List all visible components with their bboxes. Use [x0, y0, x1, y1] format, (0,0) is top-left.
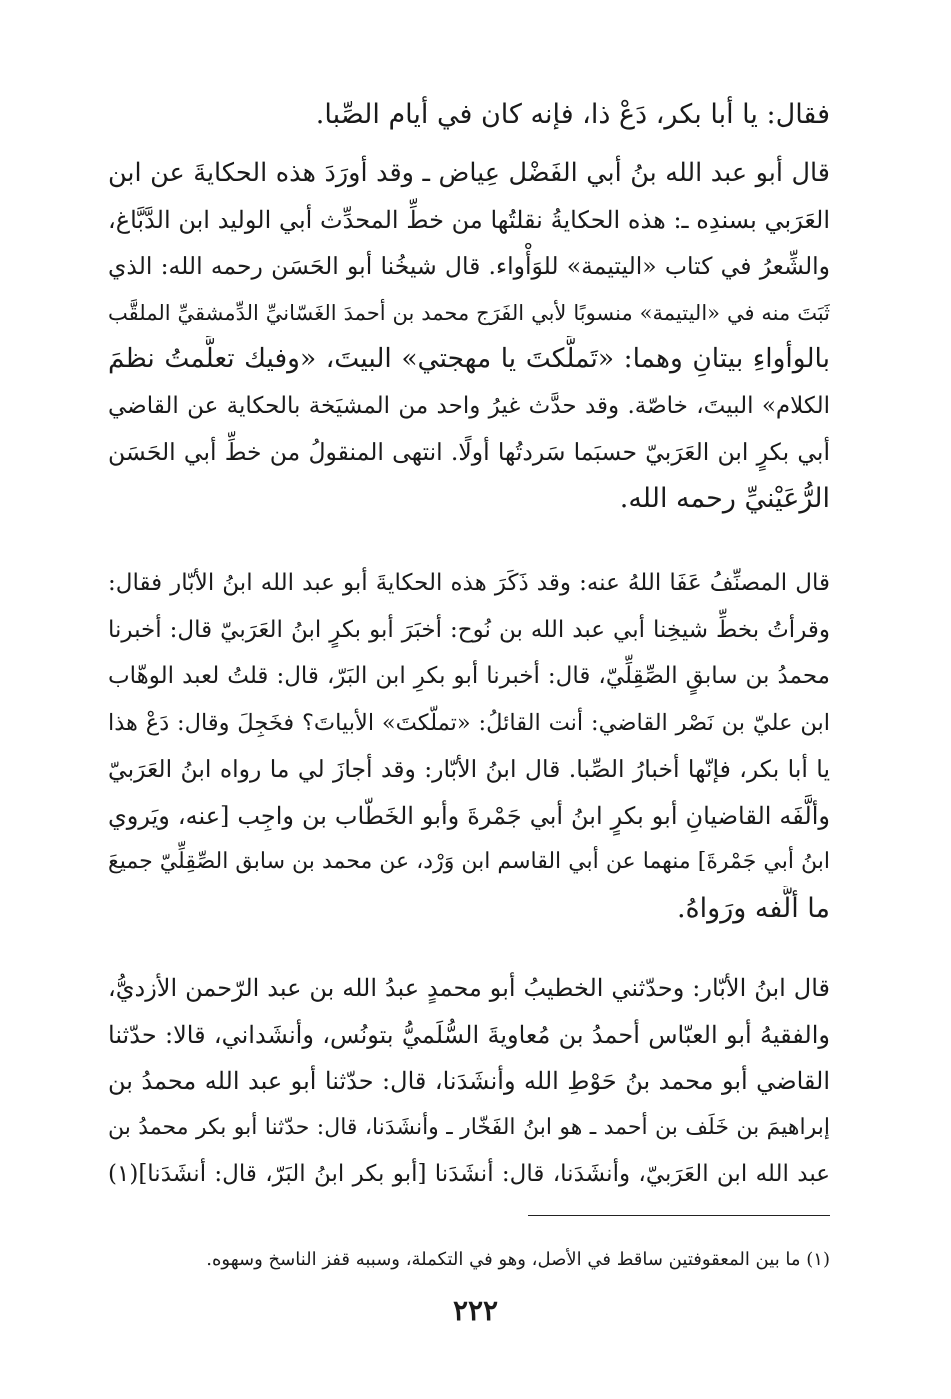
text-line: قال المصنِّفُ عَفَا اللهُ عنه: وقد ذَكَرَ هذه الحكايةَ أبو عبد الله ابنُ الأبّار فقال: — [108, 570, 830, 596]
text-line: محمدُ بن سابقٍ الصِّقِلِّيّ، قال: أخبرنا أبو بكرِ ابن البَرّ، قال: قلتُ لعبد الوهّاب — [108, 663, 830, 689]
text-line: الكلام» البيتَ، خاصّة. وقد حدَّث غيرُ واحد من المشيَخة بالحكاية عن القاضي — [108, 392, 830, 419]
text-line: يا أبا بكر، فإنّها أخبارُ الصِّبا. قال ابنُ الأبّار: وقد أجازَ لي ما رواه ابنُ العَرَبيّ — [108, 755, 830, 783]
paragraph-author-note — [108, 560, 830, 932]
text-line: بالوأواءِ بيتانِ وهما: «تَملَّكتَ يا مهجتي» البيتَ، «وفيك تعلَّمتُ نظمَ — [108, 343, 830, 374]
text-line: ما ألَّفه ورَواهُ. — [676, 892, 830, 924]
footnote: (١) ما بين المعقوفتين ساقط في الأصل، وهو في التكملة، وسببه قفز الناسخ وسهوه. — [206, 1249, 830, 1270]
paragraph-opening — [108, 92, 830, 139]
page-number: ٢٢٢ — [452, 1294, 499, 1327]
text-line: قال ابنُ الأبّار: وحدّثني الخطيبُ أبو محمدٍ عبدُ الله بن عبد الرّحمن الأزديُّ، — [108, 974, 830, 1002]
text-line: قال أبو عبد الله بنُ أبي الفَضْل عِياض ـ وقد أورَدَ هذه الحكايةَ عن ابن — [108, 158, 830, 188]
text-line: ثَبَتَ منه في «اليتيمة» منسوبًا لأبي الفَرَج محمد بن أحمدَ الغَسّانيِّ الدِّمشقيِّ الملقَّب — [108, 300, 830, 325]
text-line: ابن عليّ بن نَصْر القاضي: أنت القائلُ: «تملّكتَ» الأبياتَ؟ فخَجِلَ وقال: دَعْ هذا — [108, 709, 830, 736]
text-line: فقال: يا أبا بكر، دَعْ ذا، فإنه كان في أيام الصِّبا. — [315, 99, 830, 130]
paragraph-ibn-al-abbar — [108, 965, 830, 1198]
text-line: عبد الله ابن العَرَبيّ، وأنشَدَنا، قال: أنشَدَنا [أبو بكر ابنُ البَرّ، قال: أنشَدَنا](١) — [108, 1161, 830, 1187]
text-line: الرُّعَيْنيِّ رحمه الله. — [619, 482, 830, 514]
text-line: أبي بكرٍ ابن العَرَبيّ حسبَما سَردتُها أولًا. انتهى المنقولُ من خطِّ أبي الحَسَن — [108, 438, 830, 466]
text-line: والشِّعرُ في كتاب «اليتيمة» للوَأْواء. قال شيخُنا أبو الحَسَن رحمه الله: الذي — [108, 252, 830, 280]
text-line: وألَّفَه القاضيانِ أبو بكرٍ ابنُ أبي جَمْرةَ وأبو الخَطّاب بن واجِب [عنه، ويَروي — [108, 801, 830, 830]
text-line: إبراهيمَ بن خَلَف بن أحمد ـ هو ابنُ الفَخّار ـ وأنشَدَنا، قال: حدّثنا أبو بكر محمدُ بن — [108, 1114, 830, 1140]
text-line: وقرأتُ بخطِّ شيخِنا أبي عبد الله بن نُوح: أخبَرَ أبو بكرٍ ابنُ العَرَبيّ قال: أخبرنا — [108, 616, 830, 643]
footnote-divider — [528, 1215, 830, 1216]
text-line: العَرَبي بسندِه ـ: هذه الحكايةُ نقلتُها من خطِّ المحدِّث أبي الوليد ابن الدَّبَّاغ، — [108, 205, 830, 234]
text-line: القاضي أبو محمد بنُ حَوْطِ الله وأنشَدَنا، قال: حدّثنا أبو عبد الله محمدُ بن — [108, 1067, 830, 1095]
paragraph-iyad-narration — [108, 150, 830, 522]
text-line: والفقيهُ أبو العبّاس أحمدُ بن مُعاويةَ السُّلَميُّ بتونُس، وأنشَداني، قالا: حدّثنا — [108, 1020, 830, 1049]
text-line: ابنُ أبي جَمْرةَ] منهما عن أبي القاسم ابن وَرْد، عن محمد بن سابق الصِّقِلِّيّ جميعَ — [108, 849, 830, 874]
